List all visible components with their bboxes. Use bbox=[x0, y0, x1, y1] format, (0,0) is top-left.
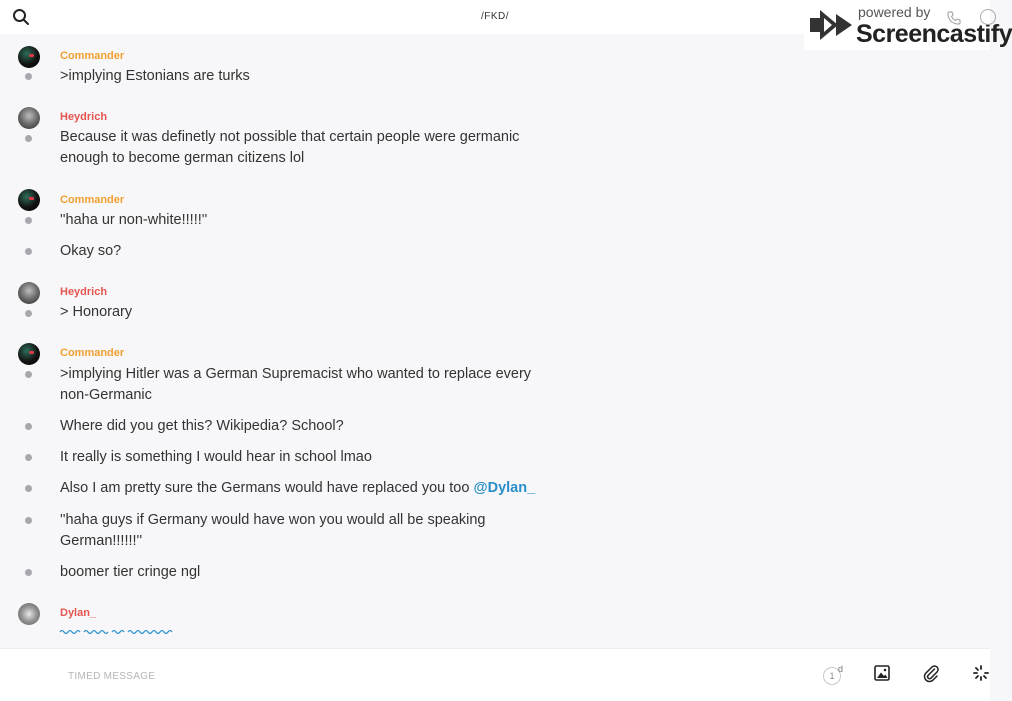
message-dot-icon bbox=[25, 569, 32, 576]
message-text: >implying Hitler was a German Supremacist who wanted to replace every non-Germanic bbox=[60, 366, 532, 403]
message-text: Where did you get this? Wikipedia? School? bbox=[60, 418, 344, 434]
sender-name[interactable]: Heydrich bbox=[60, 286, 108, 298]
avatar[interactable] bbox=[18, 46, 40, 68]
avatar[interactable] bbox=[18, 343, 40, 365]
message-dot-icon bbox=[25, 485, 32, 492]
watermark-powered-by: powered by bbox=[858, 4, 931, 20]
phone-icon[interactable] bbox=[946, 10, 962, 26]
message-dot-icon bbox=[25, 248, 32, 255]
message-text: >implying Estonians are turks bbox=[60, 68, 250, 84]
message-text: > Honorary bbox=[60, 304, 133, 320]
message-composer bbox=[0, 648, 990, 701]
message-list bbox=[0, 34, 990, 648]
avatar[interactable] bbox=[18, 282, 40, 304]
message-text: It really is something I would hear in school lmao bbox=[60, 449, 372, 465]
info-icon[interactable] bbox=[980, 9, 996, 25]
avatar[interactable] bbox=[18, 603, 40, 625]
message-dot-icon bbox=[25, 135, 32, 142]
message-dot-icon bbox=[25, 217, 32, 224]
typing-indicator-icon bbox=[60, 628, 178, 636]
message-dot-icon bbox=[25, 423, 32, 430]
message-input[interactable] bbox=[66, 665, 770, 687]
paperclip-icon[interactable] bbox=[922, 664, 940, 682]
sender-name[interactable]: Commander bbox=[60, 347, 125, 359]
message-text: boomer tier cringe ngl bbox=[60, 564, 201, 580]
sender-name[interactable]: Commander bbox=[60, 194, 125, 206]
message-dot-icon bbox=[25, 517, 32, 524]
chat-title: /FKD/ bbox=[480, 11, 510, 22]
timer-unit[interactable]: d bbox=[838, 664, 844, 674]
sender-name[interactable]: Commander bbox=[60, 50, 125, 62]
spinner-icon[interactable] bbox=[972, 664, 990, 682]
message-dot-icon bbox=[25, 73, 32, 80]
message-text bbox=[60, 478, 540, 499]
avatar[interactable] bbox=[18, 189, 40, 211]
message-text: ''haha ur non-white!!!!!'' bbox=[60, 212, 208, 228]
message-dot-icon bbox=[25, 454, 32, 461]
message-text: Okay so? bbox=[60, 243, 122, 259]
message-text-part: Also I am pretty sure the Germans would have replaced you too bbox=[60, 480, 474, 496]
message-dot-icon bbox=[25, 371, 32, 378]
user-mention-link[interactable]: @Dylan_ bbox=[473, 480, 536, 496]
avatar[interactable] bbox=[18, 107, 40, 129]
sender-name[interactable]: Heydrich bbox=[60, 111, 108, 123]
message-text: Because it was definetly not possible that certain people were germanic enough to become german citizens lol bbox=[60, 129, 520, 166]
message-dot-icon bbox=[25, 310, 32, 317]
message-text: ''haha guys if Germany would have won you would all be speaking German!!!!!!'' bbox=[60, 512, 486, 549]
timer-icon[interactable]: 1 bbox=[823, 667, 841, 685]
image-icon[interactable] bbox=[873, 664, 891, 682]
sender-name[interactable]: Dylan_ bbox=[60, 607, 97, 619]
watermark-brand: Screencastify bbox=[856, 20, 1012, 48]
